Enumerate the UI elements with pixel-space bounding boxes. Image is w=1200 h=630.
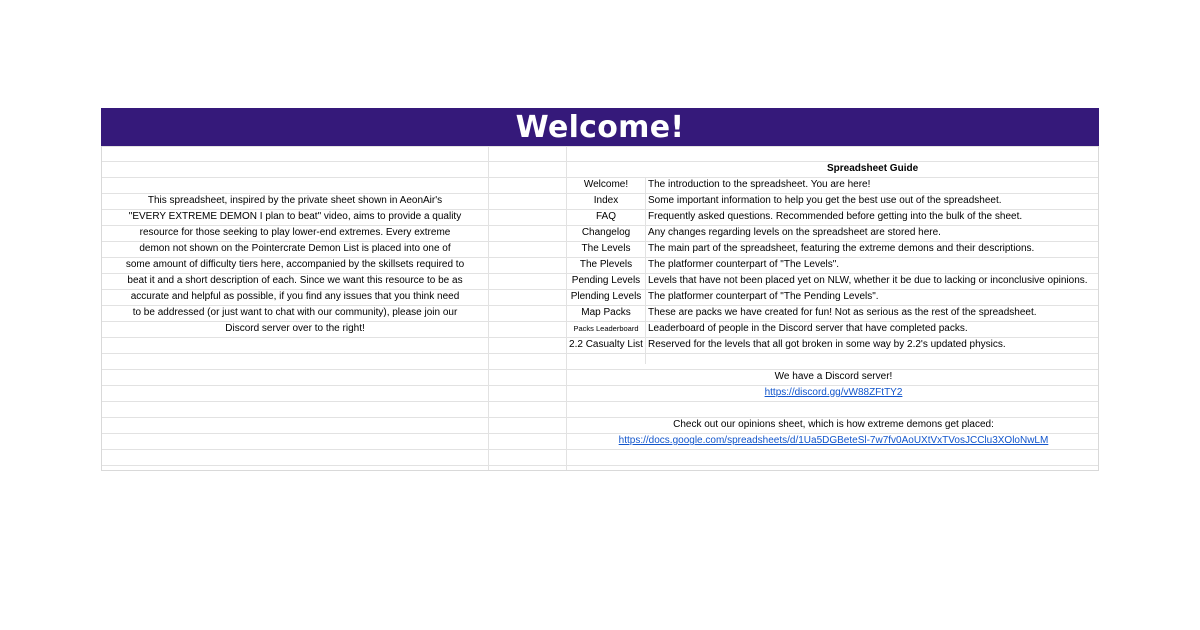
discord-link-cell [567,385,1100,401]
intro-line: Discord server over to the right! [225,323,365,334]
guide-desc: Levels that have not been placed yet on NLW, whether it be due to lacking or inconclusive opinions. [648,275,1088,286]
intro-line: resource for those seeking to play lower-end extremes. Every extreme [139,227,451,238]
sheet-grid [101,146,1099,471]
guide-label-the-levels[interactable]: The Levels [581,243,631,254]
guide-label-welcome[interactable]: Welcome! [583,179,629,190]
guide-desc: The platformer counterpart of "The Pending Levels". [648,291,879,302]
guide-desc: Reserved for the levels that all got broken in some way by 2.2's updated physics. [648,339,1006,350]
guide-desc: The platformer counterpart of "The Levels". [648,259,840,270]
intro-line: some amount of difficulty tiers here, accompanied by the skillsets required to [125,259,465,270]
opinions-text: Check out our opinions sheet, which is how extreme demons get placed: [673,419,994,430]
guide-label-packs-leaderboard[interactable]: Packs Leaderboard [573,324,639,333]
intro-line: beat it and a short description of each. Since we want this resource to be as [127,275,463,286]
guide-label-casualty-list[interactable]: 2.2 Casualty List [569,339,643,350]
guide-label-plending-levels[interactable]: Plending Levels [570,291,642,302]
welcome-banner [101,108,1099,146]
guide-desc: The introduction to the spreadsheet. You are here! [648,179,871,190]
guide-label-pending-levels[interactable]: Pending Levels [571,275,641,286]
guide-label-changelog[interactable]: Changelog [581,227,631,238]
guide-label-index[interactable]: Index [593,195,619,206]
opinions-sheet-link[interactable]: https://docs.google.com/spreadsheets/d/1Ua5DGBeteSl-7w7fv0AoUXtVxTVosJCClu3XOloNwLM [618,435,1049,446]
discord-text: We have a Discord server! [774,371,893,382]
guide-desc: Some important information to help you get the best use out of the spreadsheet. [648,195,1002,206]
guide-label-faq[interactable]: FAQ [595,211,616,222]
guide-desc: Leaderboard of people in the Discord server that have completed packs. [648,323,968,334]
guide-label-the-plevels[interactable]: The Plevels [579,259,633,270]
discord-link[interactable]: https://discord.gg/vW88ZFtTY2 [764,387,903,398]
intro-line: "EVERY EXTREME DEMON I plan to beat" video, aims to provide a quality [128,211,462,222]
banner-title: Welcome! [515,109,685,145]
spreadsheet [101,108,1099,471]
intro-line: accurate and helpful as possible, if you find any issues that you think need [130,291,460,302]
guide-desc: These are packs we have created for fun! Not as serious as the rest of the spreadsheet. [648,307,1037,318]
opinions-link-cell [567,433,1100,449]
guide-heading: Spreadsheet Guide [827,163,919,174]
intro-line: to be addressed (or just want to chat with our community), please join our [132,307,458,318]
guide-desc: Any changes regarding levels on the spreadsheet are stored here. [648,227,941,238]
intro-line: demon not shown on the Pointercrate Demon List is placed into one of [139,243,451,254]
guide-desc: Frequently asked questions. Recommended before getting into the bulk of the sheet. [648,211,1023,222]
guide-label-map-packs[interactable]: Map Packs [581,307,631,318]
intro-line: This spreadsheet, inspired by the private sheet shown in AeonAir's [147,195,443,206]
guide-desc: The main part of the spreadsheet, featuring the extreme demons and their descriptions. [648,243,1035,254]
